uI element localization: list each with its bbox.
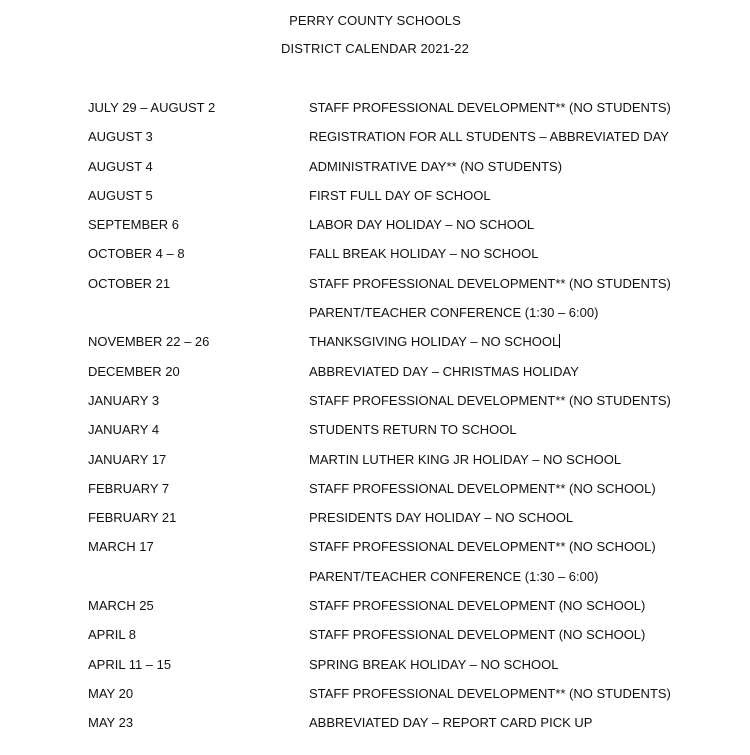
calendar-row bbox=[0, 187, 750, 216]
calendar-row bbox=[0, 685, 750, 714]
row-date: AUGUST 5 bbox=[88, 187, 153, 203]
row-date: JANUARY 3 bbox=[88, 392, 160, 408]
row-event: STAFF PROFESSIONAL DEVELOPMENT** (NO STUDENTS) bbox=[309, 685, 671, 701]
row-event: STUDENTS RETURN TO SCHOOL bbox=[309, 422, 517, 438]
row-date: AUGUST 4 bbox=[88, 158, 153, 174]
row-event: STAFF PROFESSIONAL DEVELOPMENT** (NO SCHOOL) bbox=[309, 539, 656, 555]
row-event: STAFF PROFESSIONAL DEVELOPMENT** (NO STUDENTS) bbox=[309, 275, 671, 291]
calendar-row bbox=[0, 275, 750, 304]
row-event: ABBREVIATED DAY – CHRISTMAS HOLIDAY bbox=[309, 363, 579, 379]
calendar-row bbox=[0, 128, 750, 157]
row-event: FALL BREAK HOLIDAY – NO SCHOOL bbox=[309, 246, 539, 262]
calendar-row bbox=[0, 714, 750, 743]
row-date: OCTOBER 21 bbox=[88, 275, 171, 291]
calendar-row bbox=[0, 333, 750, 362]
row-date: JANUARY 4 bbox=[88, 422, 160, 438]
row-event: LABOR DAY HOLIDAY – NO SCHOOL bbox=[309, 217, 535, 233]
row-date: MARCH 25 bbox=[88, 598, 154, 614]
row-date: AUGUST 3 bbox=[88, 129, 153, 145]
calendar-row bbox=[0, 158, 750, 187]
row-event: STAFF PROFESSIONAL DEVELOPMENT** (NO STUDENTS) bbox=[309, 392, 671, 408]
calendar-row bbox=[0, 538, 750, 567]
row-event: REGISTRATION FOR ALL STUDENTS – ABBREVIATED DAY bbox=[309, 129, 669, 145]
calendar-list bbox=[0, 99, 750, 744]
row-event: PARENT/TEACHER CONFERENCE (1:30 – 6:00) bbox=[309, 568, 599, 584]
row-date: DECEMBER 20 bbox=[88, 363, 180, 379]
row-date: FEBRUARY 7 bbox=[88, 480, 170, 496]
document-title: PERRY COUNTY SCHOOLS bbox=[289, 13, 461, 28]
calendar-row bbox=[0, 245, 750, 274]
row-event: FIRST FULL DAY OF SCHOOL bbox=[309, 187, 491, 203]
calendar-row bbox=[0, 99, 750, 128]
row-event: PRESIDENTS DAY HOLIDAY – NO SCHOOL bbox=[309, 510, 574, 526]
calendar-row bbox=[0, 363, 750, 392]
text-cursor-icon bbox=[559, 334, 560, 348]
calendar-row bbox=[0, 421, 750, 450]
row-date: SEPTEMBER 6 bbox=[88, 217, 180, 233]
calendar-row bbox=[0, 509, 750, 538]
row-event-text: THANKSGIVING HOLIDAY – NO SCHOOL bbox=[309, 334, 560, 350]
row-date: MARCH 17 bbox=[88, 539, 154, 555]
document-subtitle: DISTRICT CALENDAR 2021-22 bbox=[281, 41, 469, 56]
row-event: ABBREVIATED DAY – REPORT CARD PICK UP bbox=[309, 715, 593, 731]
row-event: STAFF PROFESSIONAL DEVELOPMENT** (NO SCHOOL) bbox=[309, 480, 656, 496]
calendar-row bbox=[0, 597, 750, 626]
row-event: ADMINISTRATIVE DAY** (NO STUDENTS) bbox=[309, 158, 563, 174]
row-event: SPRING BREAK HOLIDAY – NO SCHOOL bbox=[309, 656, 559, 672]
row-event: STAFF PROFESSIONAL DEVELOPMENT (NO SCHOOL) bbox=[309, 627, 646, 643]
row-date: NOVEMBER 22 – 26 bbox=[88, 334, 210, 350]
calendar-row bbox=[0, 626, 750, 655]
row-date: OCTOBER 4 – 8 bbox=[88, 246, 185, 262]
calendar-row bbox=[0, 656, 750, 685]
calendar-row bbox=[0, 451, 750, 480]
row-event bbox=[309, 333, 560, 351]
row-date: FEBRUARY 21 bbox=[88, 510, 177, 526]
calendar-row bbox=[0, 568, 750, 597]
row-event: PARENT/TEACHER CONFERENCE (1:30 – 6:00) bbox=[309, 305, 599, 321]
calendar-row bbox=[0, 392, 750, 421]
calendar-row bbox=[0, 304, 750, 333]
calendar-row bbox=[0, 480, 750, 509]
calendar-row bbox=[0, 216, 750, 245]
row-date: APRIL 11 – 15 bbox=[88, 656, 172, 672]
row-event: STAFF PROFESSIONAL DEVELOPMENT (NO SCHOOL) bbox=[309, 598, 646, 614]
row-event: MARTIN LUTHER KING JR HOLIDAY – NO SCHOOL bbox=[309, 451, 622, 467]
row-date: MAY 23 bbox=[88, 715, 134, 731]
row-date: MAY 20 bbox=[88, 685, 134, 701]
row-date: JANUARY 17 bbox=[88, 451, 167, 467]
row-event: STAFF PROFESSIONAL DEVELOPMENT** (NO STUDENTS) bbox=[309, 100, 671, 115]
row-date: APRIL 8 bbox=[88, 627, 136, 643]
row-date: JULY 29 – AUGUST 2 bbox=[88, 100, 216, 115]
